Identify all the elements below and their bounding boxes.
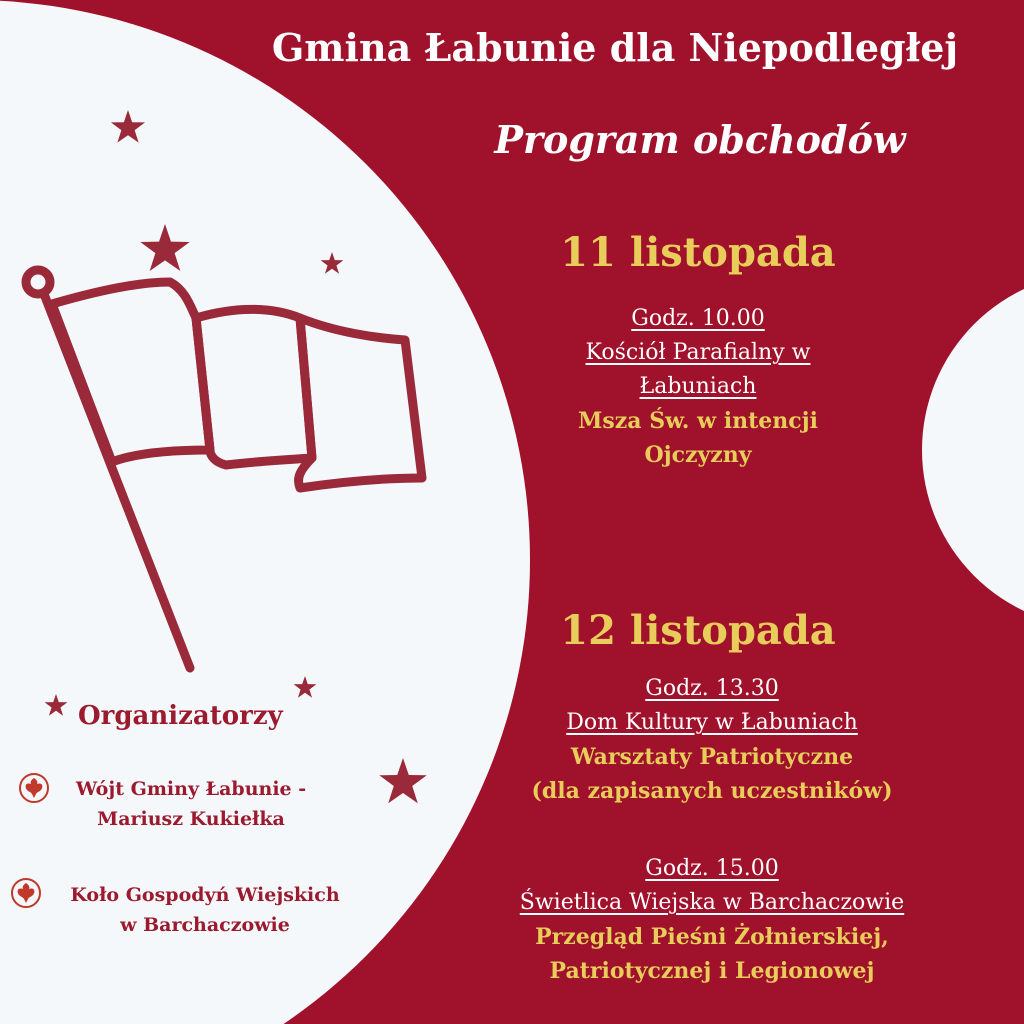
organizer-1	[56, 774, 326, 834]
organizers-title: Organizatorzy	[78, 701, 283, 731]
day-2-event-2	[432, 852, 992, 988]
event-desc-line: Msza Św. w intencji	[578, 408, 818, 434]
event-time: Godz. 13.30	[645, 676, 779, 701]
day-2-date: 12 listopada	[560, 607, 836, 654]
organizer-line: Mariusz Kukiełka	[97, 808, 285, 830]
day-2-event-1	[432, 672, 992, 808]
event-time: Godz. 15.00	[645, 856, 779, 881]
day-1-event-1	[418, 302, 978, 472]
organizer-line: Koło Gospodyń Wiejskich	[70, 884, 340, 906]
eagle-emblem-icon	[18, 770, 50, 806]
day-1-date: 11 listopada	[560, 229, 836, 276]
event-desc-line: Ojczyzny	[644, 442, 752, 468]
event-place-line: Łabuniach	[639, 374, 757, 399]
event-desc-line: Warsztaty Patriotyczne	[570, 744, 854, 770]
event-desc-line: Patriotycznej i Legionowej	[549, 958, 875, 984]
page-title: Gmina Łabunie dla Niepodległej	[271, 25, 959, 70]
event-desc-line: (dla zapisanych uczestników)	[531, 778, 893, 804]
event-place-line: Kościół Parafialny w	[585, 340, 811, 365]
event-time: Godz. 10.00	[631, 306, 765, 331]
event-place-line: Dom Kultury w Łabuniach	[566, 710, 858, 735]
organizer-2	[50, 880, 360, 940]
organizer-line: w Barchaczowie	[120, 914, 290, 936]
page-subtitle: Program obchodów	[494, 117, 906, 162]
eagle-emblem-icon	[10, 875, 42, 911]
organizer-line: Wójt Gminy Łabunie -	[75, 778, 307, 800]
event-desc-line: Przegląd Pieśni Żołnierskiej,	[535, 924, 889, 950]
event-place-line: Świetlica Wiejska w Barchaczowie	[519, 890, 905, 915]
